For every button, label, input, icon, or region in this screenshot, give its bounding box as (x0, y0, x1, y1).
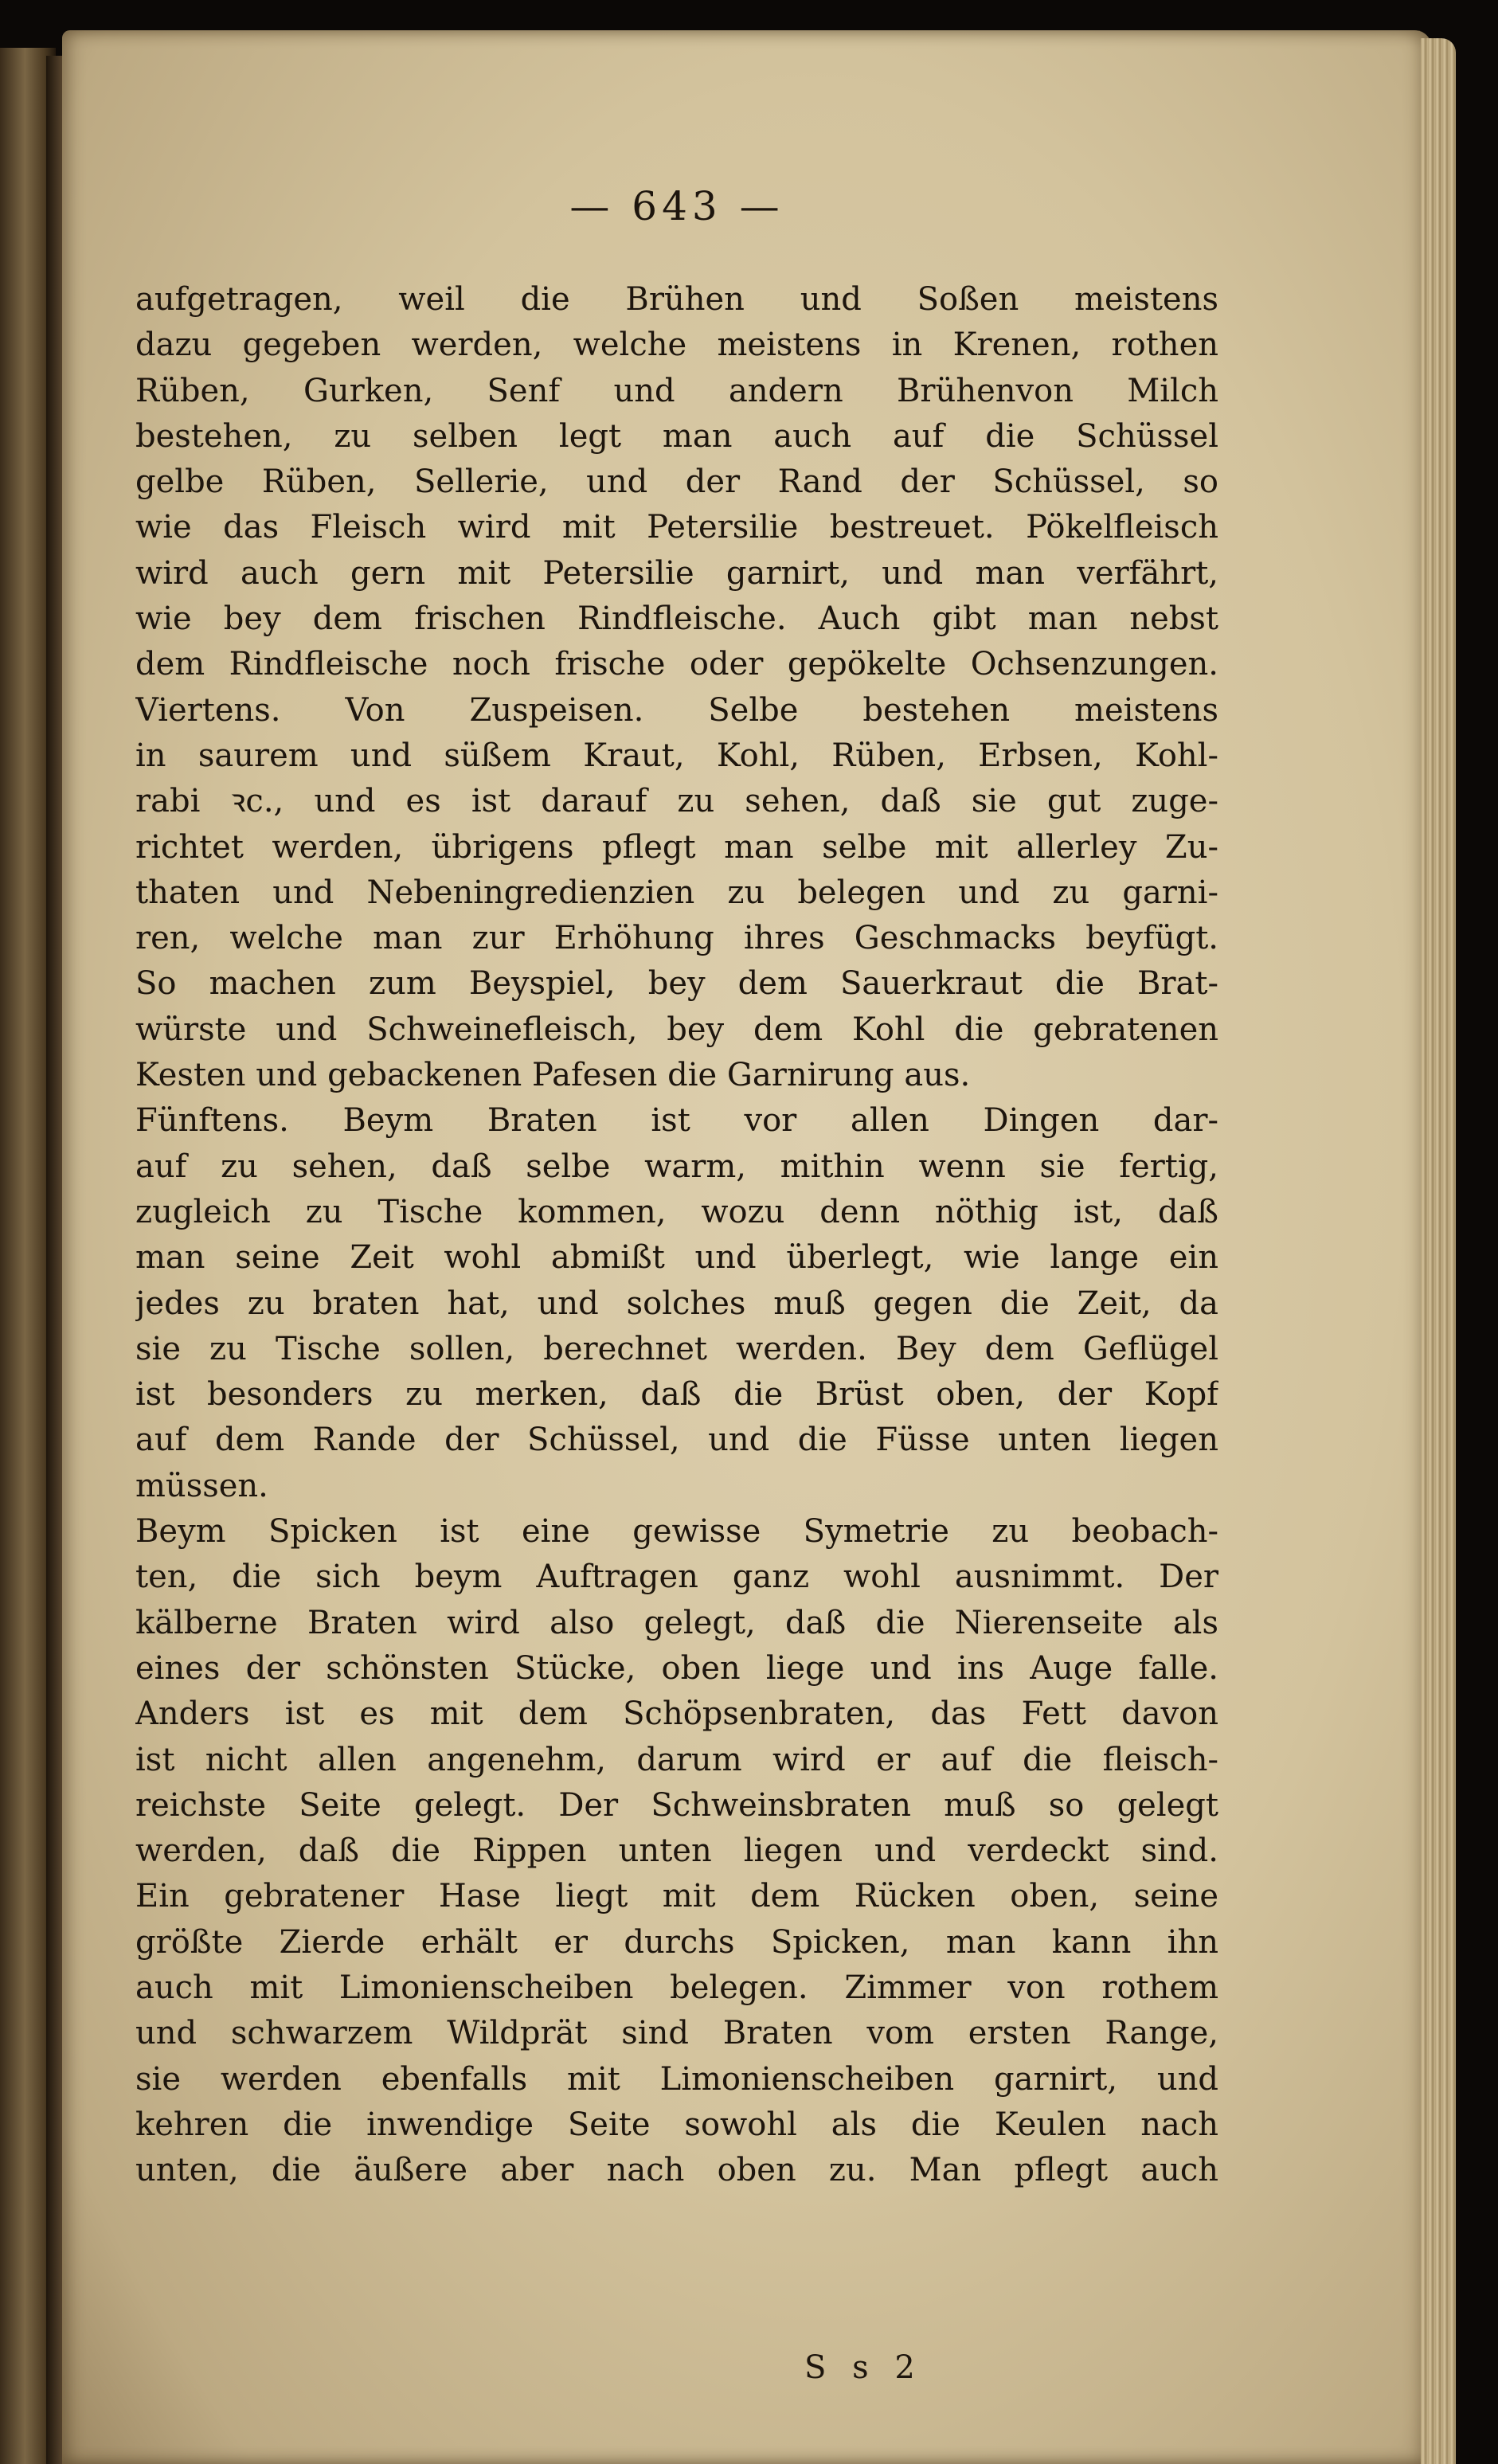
text-line: ist nicht allen angenehm, darum wird er auf die fleisch- (135, 1741, 1218, 1778)
text-line: wird auch gern mit Petersilie garnirt, und man verfährt, (135, 554, 1218, 592)
text-line: kälberne Braten wird also gelegt, daß die Nierenseite als (135, 1604, 1218, 1641)
text-line: auf dem Rande der Schüssel, und die Füsse unten liegen (135, 1422, 1218, 1459)
text-line: man seine Zeit wohl abmißt und überlegt, wie lange ein (135, 1239, 1218, 1277)
text-line: bestehen, zu selben legt man auch auf die Schüssel (135, 417, 1218, 455)
text-line: ten, die sich beym Auftragen ganz wohl ausnimmt. Der (135, 1559, 1218, 1596)
text-line: Ein gebratener Hase liegt mit dem Rücken oben, seine (135, 1878, 1218, 1915)
text-line: reichste Seite gelegt. Der Schweinsbraten muß so gelegt (135, 1786, 1218, 1824)
printer-signature-mark: S s 2 (804, 2349, 923, 2386)
text-line: ren, welche man zur Erhöhung ihres Geschmacks beyfügt. (135, 920, 1218, 957)
text-line: aufgetragen, weil die Brühen und Soßen meistens (135, 281, 1218, 318)
page-text (135, 159, 1218, 2193)
page-number: — 643 — (569, 183, 784, 229)
text-line-section-heading: Viertens. Von Zuspeisen. Selbe bestehen meistens (135, 691, 1218, 729)
text-line: Anders ist es mit dem Schöpsenbraten, das Fett davon (135, 1695, 1218, 1733)
text-line: richtet werden, übrigens pflegt man selbe mit allerley Zu- (135, 828, 1218, 866)
text-line: sie werden ebenfalls mit Limonienscheiben garnirt, und (135, 2060, 1218, 2098)
text-line: in saurem und süßem Kraut, Kohl, Rüben, Erbsen, Kohl- (135, 737, 1218, 774)
text-line: jedes zu braten hat, und solches muß gegen die Zeit, da (135, 1285, 1218, 1322)
text-line: eines der schönsten Stücke, oben liege und ins Auge falle. (135, 1649, 1218, 1687)
text-line: unten, die äußere aber nach oben zu. Man pflegt auch (135, 2152, 1218, 2189)
text-line: zugleich zu Tische kommen, wozu denn nöthig ist, daß (135, 1193, 1218, 1230)
text-line: werden, daß die Rippen unten liegen und verdeckt sind. (135, 1832, 1218, 1870)
text-line-section-heading: Fünftens. Beym Braten ist vor allen Dingen dar- (135, 1102, 1218, 1140)
text-line: dazu gegeben werden, welche meistens in Krenen, rothen (135, 327, 1218, 364)
text-line: Kesten und gebackenen Pafesen die Garnirung aus. (135, 1057, 971, 1094)
text-line: thaten und Nebeningredienzien zu belegen und zu garni- (135, 874, 1218, 911)
text-line: müssen. (135, 1467, 268, 1504)
text-line: So machen zum Beyspiel, bey dem Sauerkraut die Brat- (135, 965, 1218, 1003)
text-line: auf zu sehen, daß selbe warm, mithin wenn sie fertig, (135, 1148, 1218, 1185)
text-line: und schwarzem Wildprät sind Braten vom ersten Range, (135, 2015, 1218, 2052)
text-line: gelbe Rüben, Sellerie, und der Rand der Schüssel, so (135, 463, 1218, 501)
text-line: dem Rindfleische noch frische oder gepökelte Ochsenzungen. (135, 646, 1218, 683)
text-line: Beym Spicken ist eine gewisse Symetrie zu beobach- (135, 1513, 1218, 1551)
text-line: ist besonders zu merken, daß die Brüst oben, der Kopf (135, 1376, 1218, 1414)
text-line: sie zu Tische sollen, berechnet werden. Bey dem Geflügel (135, 1330, 1218, 1367)
text-line: wie das Fleisch wird mit Petersilie bestreuet. Pökelfleisch (135, 509, 1218, 546)
text-line: rabi ꝛc., und es ist darauf zu sehen, daß sie gut zuge- (135, 783, 1218, 820)
text-line: größte Zierde erhält er durchs Spicken, man kann ihn (135, 1923, 1218, 1961)
text-line: wie bey dem frischen Rindfleische. Auch gibt man nebst (135, 600, 1218, 638)
page-stack-edge (1421, 38, 1456, 2464)
text-line: würste und Schweinefleisch, bey dem Kohl die gebratenen (135, 1011, 1218, 1048)
text-line: auch mit Limonienscheiben belegen. Zimmer von rothem (135, 1969, 1218, 2006)
text-line: Rüben, Gurken, Senf und andern Brühenvon Milch (135, 372, 1218, 409)
text-line: kehren die inwendige Seite sowohl als die Keulen nach (135, 2106, 1218, 2143)
